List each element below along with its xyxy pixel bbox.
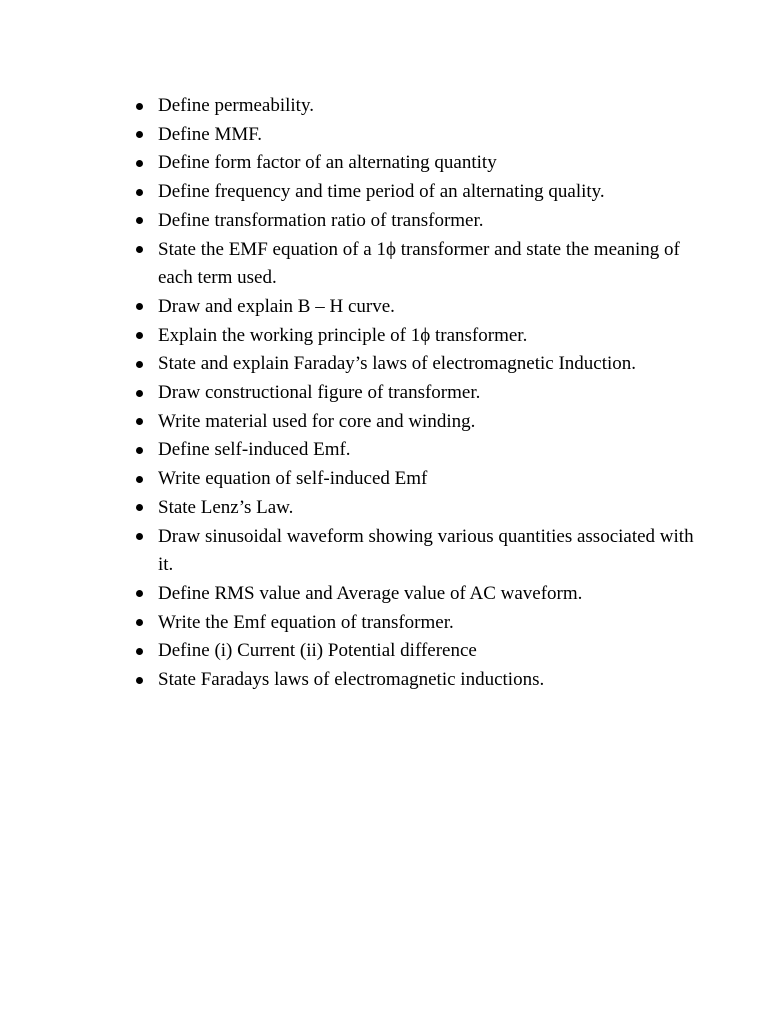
bullet-icon [136, 590, 143, 597]
bullet-icon [136, 648, 143, 655]
bullet-icon [136, 332, 143, 339]
list-item [136, 178, 696, 207]
bullet-icon [136, 390, 143, 397]
question-text: Define MMF. [158, 123, 263, 145]
list-item [136, 580, 696, 609]
question-list [136, 92, 696, 695]
list-item [136, 494, 696, 523]
question-text: Define form factor of an alternating quantity [158, 152, 497, 174]
list-item [136, 609, 696, 638]
question-text: State Lenz’s Law. [158, 496, 294, 518]
bullet-icon [136, 533, 143, 540]
bullet-icon [136, 677, 143, 684]
list-item [136, 207, 696, 236]
question-text: Draw constructional figure of transformer. [158, 382, 481, 404]
list-item [136, 408, 696, 437]
question-text: Draw and explain B – H curve. [158, 295, 395, 317]
bullet-icon [136, 619, 143, 626]
question-text: State the EMF equation of a 1ϕ transformer and state the meaning of each term used. [158, 238, 680, 289]
question-text: Define RMS value and Average value of AC waveform. [158, 582, 583, 604]
list-item [136, 379, 696, 408]
list-item [136, 236, 696, 293]
bullet-icon [136, 303, 143, 310]
question-text: Define (i) Current (ii) Potential difference [158, 640, 477, 662]
list-item [136, 121, 696, 150]
bullet-icon [136, 361, 143, 368]
bullet-icon [136, 418, 143, 425]
question-text: Define frequency and time period of an alternating quality. [158, 181, 605, 203]
question-text: Explain the working principle of 1ϕ transformer. [158, 324, 528, 346]
question-text: Write material used for core and winding. [158, 410, 476, 432]
question-text: Write the Emf equation of transformer. [158, 611, 454, 633]
list-item [136, 350, 696, 379]
question-text: State Faradays laws of electromagnetic inductions. [158, 669, 545, 691]
bullet-icon [136, 246, 143, 253]
question-text: Define self-induced Emf. [158, 439, 351, 461]
list-item [136, 523, 696, 580]
list-item [136, 322, 696, 351]
question-text: Draw sinusoidal waveform showing various quantities associated with it. [158, 525, 694, 576]
bullet-icon [136, 504, 143, 511]
list-item [136, 293, 696, 322]
question-text: Define transformation ratio of transformer. [158, 209, 484, 231]
bullet-icon [136, 131, 143, 138]
list-item [136, 149, 696, 178]
list-item [136, 465, 696, 494]
list-item [136, 436, 696, 465]
bullet-icon [136, 160, 143, 167]
bullet-icon [136, 103, 143, 110]
question-text: State and explain Faraday’s laws of electromagnetic Induction. [158, 353, 637, 375]
bullet-icon [136, 447, 143, 454]
bullet-icon [136, 189, 143, 196]
question-text: Write equation of self-induced Emf [158, 468, 428, 490]
list-item [136, 666, 696, 695]
list-item [136, 637, 696, 666]
question-text: Define permeability. [158, 95, 314, 116]
bullet-icon [136, 217, 143, 224]
bullet-icon [136, 476, 143, 483]
list-item [136, 92, 696, 121]
